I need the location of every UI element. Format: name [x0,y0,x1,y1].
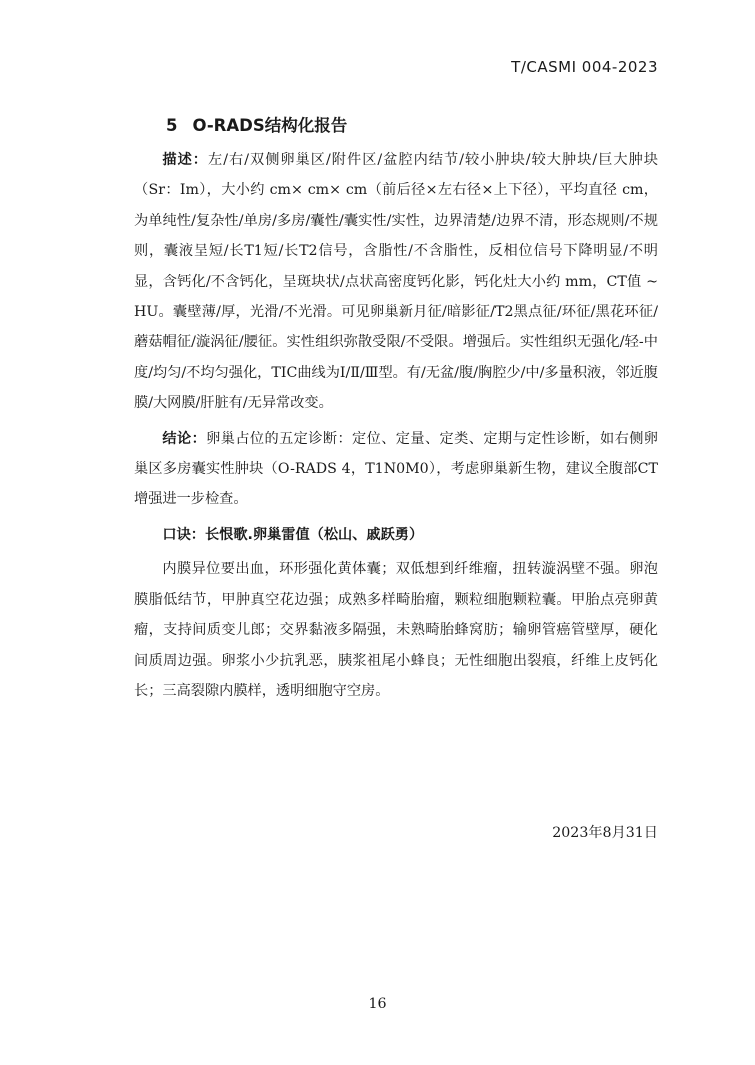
section-heading [166,112,347,136]
conclusion-text: 卵巢占位的五定诊断：定位、定量、定类、定期与定性诊断，如右侧卵巢区多房囊实性肿块（O-RADS 4，T1N0M0），考虑卵巢新生物，建议全腹部CT增强进一步检查。 [134,430,658,508]
conclusion-paragraph [134,424,658,515]
section-title: O-RADS结构化报告 [192,116,348,135]
description-label: 描述： [162,152,208,168]
section-number: 5 [166,116,178,135]
description-text: 左/右/双侧卵巢区/附件区/盆腔内结节/较小肿块/较大肿块/巨大肿块（Sr：Im），大小约 cm× cm× cm（前后径×左右径×上下径），平均直径 cm，为单纯性/复杂性/单房/多房/囊性/囊实性/实性，边界清楚/边界不清，形态规则/不规则，囊液呈短/长T1短/长T2信号，含脂性/不含脂性，反相位信号下降明显/不明显，含钙化/不含钙化，呈斑块状/点状高密度钙化影，钙化灶大小约 mm，CT值 ~ HU。囊壁薄/厚，光滑/不光滑。可见卵巢新月征/暗影征/T2黑点征/环征/黑花环征/蘑菇帽征/漩涡征/腰征。实性组织弥散受限/不受限。增强后。实性组织无强化/轻-中度/均匀/不均匀强化，TIC曲线为Ⅰ/Ⅱ/Ⅲ型。有/无盆/腹/胸腔少/中/多量积液，邻近腹膜/大网膜/肝脏有/无异常改变。 [134,152,658,412]
mnemonic-heading [134,520,658,550]
description-paragraph [134,145,658,419]
document-code: T/CASMI 004-2023 [511,58,658,76]
report-body [134,145,658,710]
conclusion-label: 结论： [162,430,207,447]
mnemonic-paragraph: 内膜异位要出血，环形强化黄体囊；双低想到纤维瘤，扭转漩涡壁不强。卵泡膜脂低结节，甲肿真空花边强；成熟多样畸胎瘤，颗粒细胞颗粒囊。甲胎点亮卵黄瘤，支持间质变儿郎；交界黏液多隔强，未熟畸胎蜂窝肪；输卵管癌管壁厚，硬化间质周边强。卵浆小少抗乳恶，胰浆祖尾小蜂良；无性细胞出裂痕，纤维上皮钙化长；三高裂隙内膜样，透明细胞守空房。 [134,561,658,699]
signature-date: 2023年8月31日 [552,825,658,841]
page-number: 16 [368,996,387,1012]
mnemonic-label: 口诀：长恨歌.卵巢雷值（松山、戚跃勇） [162,526,424,543]
